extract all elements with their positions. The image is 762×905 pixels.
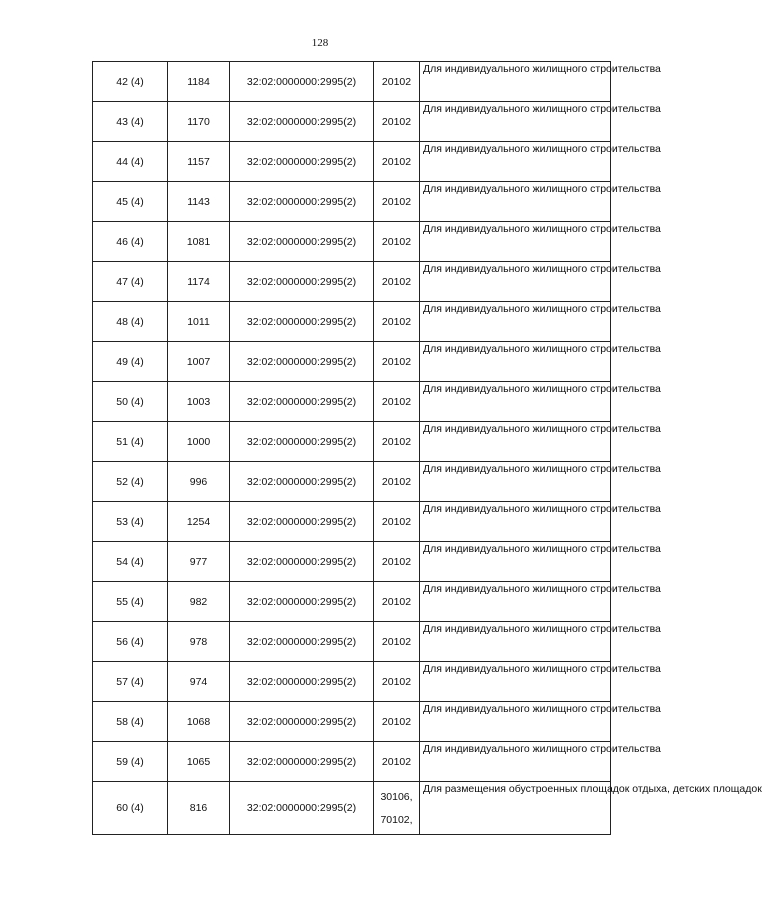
table-row: [93, 742, 611, 782]
area-cell: 982: [168, 582, 230, 622]
table-row: [93, 502, 611, 542]
table-row: [93, 382, 611, 422]
cadastral-number-cell: 32:02:0000000:2995(2): [230, 382, 374, 422]
area-cell: 978: [168, 622, 230, 662]
table-row: [93, 702, 611, 742]
use-code-cell: [374, 662, 420, 702]
plot-number-cell: 46 (4): [93, 222, 168, 262]
permitted-use-cell: Для индивидуального жилищного строительства: [420, 222, 611, 262]
table-row: [93, 542, 611, 582]
plot-number-cell: 55 (4): [93, 582, 168, 622]
plot-number-cell: 60 (4): [93, 782, 168, 835]
area-cell: 977: [168, 542, 230, 582]
cadastral-number-cell: 32:02:0000000:2995(2): [230, 342, 374, 382]
permitted-use-cell: Для индивидуального жилищного строительства: [420, 462, 611, 502]
table-row: [93, 782, 611, 835]
area-cell: 1157: [168, 142, 230, 182]
use-code-cell: [374, 342, 420, 382]
cadastral-number-cell: 32:02:0000000:2995(2): [230, 742, 374, 782]
use-code: 20102: [381, 755, 412, 768]
cadastral-number-cell: 32:02:0000000:2995(2): [230, 302, 374, 342]
cadastral-number-cell: 32:02:0000000:2995(2): [230, 262, 374, 302]
use-code-cell: [374, 302, 420, 342]
table-row: [93, 62, 611, 102]
permitted-use-cell: Для индивидуального жилищного строительства: [420, 542, 611, 582]
cadastral-number-cell: 32:02:0000000:2995(2): [230, 102, 374, 142]
use-code-cell: [374, 782, 420, 835]
area-cell: 1174: [168, 262, 230, 302]
use-code: 20102: [381, 235, 412, 248]
cadastral-number-cell: 32:02:0000000:2995(2): [230, 662, 374, 702]
use-code-cell: [374, 262, 420, 302]
table-row: [93, 102, 611, 142]
area-cell: 1011: [168, 302, 230, 342]
use-code-cell: [374, 462, 420, 502]
permitted-use-cell: Для размещения обустроенных площадок отдыха, детских площадок: [420, 782, 611, 835]
table-row: [93, 182, 611, 222]
use-code: 20102: [381, 395, 412, 408]
table-row: [93, 582, 611, 622]
use-code: 20102: [381, 275, 412, 288]
cadastral-number-cell: 32:02:0000000:2995(2): [230, 782, 374, 835]
plot-number-cell: 49 (4): [93, 342, 168, 382]
use-code: 20102: [381, 595, 412, 608]
cadastral-number-cell: 32:02:0000000:2995(2): [230, 422, 374, 462]
use-code-cell: [374, 742, 420, 782]
plot-number-cell: 57 (4): [93, 662, 168, 702]
permitted-use-cell: Для индивидуального жилищного строительства: [420, 142, 611, 182]
area-cell: 1000: [168, 422, 230, 462]
area-cell: 1007: [168, 342, 230, 382]
use-code: 20102: [381, 515, 412, 528]
permitted-use-cell: Для индивидуального жилищного строительства: [420, 702, 611, 742]
plot-number-cell: 53 (4): [93, 502, 168, 542]
cadastral-number-cell: 32:02:0000000:2995(2): [230, 182, 374, 222]
plot-number-cell: 59 (4): [93, 742, 168, 782]
use-code-cell: [374, 382, 420, 422]
plot-number-cell: 51 (4): [93, 422, 168, 462]
use-code-cell: [374, 702, 420, 742]
use-code: 30106,: [380, 790, 413, 803]
plot-number-cell: 52 (4): [93, 462, 168, 502]
use-code-cell: [374, 542, 420, 582]
plot-number-cell: 42 (4): [93, 62, 168, 102]
use-code-cell: [374, 182, 420, 222]
use-code-cell: [374, 102, 420, 142]
permitted-use-cell: Для индивидуального жилищного строительства: [420, 502, 611, 542]
cadastral-number-cell: 32:02:0000000:2995(2): [230, 222, 374, 262]
plot-number-cell: 45 (4): [93, 182, 168, 222]
table-row: [93, 662, 611, 702]
plot-number-cell: 48 (4): [93, 302, 168, 342]
table-row: [93, 222, 611, 262]
use-code: 20102: [381, 555, 412, 568]
use-code: 20102: [381, 435, 412, 448]
use-code-cell: [374, 62, 420, 102]
plot-number-cell: 54 (4): [93, 542, 168, 582]
use-code-cell: [374, 582, 420, 622]
use-code: 20102: [381, 315, 412, 328]
area-cell: 1170: [168, 102, 230, 142]
plot-number-cell: 50 (4): [93, 382, 168, 422]
use-code: 20102: [381, 635, 412, 648]
table-row: [93, 142, 611, 182]
permitted-use-cell: Для индивидуального жилищного строительства: [420, 382, 611, 422]
permitted-use-cell: Для индивидуального жилищного строительства: [420, 182, 611, 222]
plot-number-cell: 43 (4): [93, 102, 168, 142]
permitted-use-cell: Для индивидуального жилищного строительства: [420, 302, 611, 342]
code-spacer: [377, 804, 416, 813]
table-row: [93, 302, 611, 342]
use-code: 20102: [381, 475, 412, 488]
permitted-use-cell: Для индивидуального жилищного строительства: [420, 62, 611, 102]
table-row: [93, 262, 611, 302]
cadastral-number-cell: 32:02:0000000:2995(2): [230, 462, 374, 502]
use-code-cell: [374, 142, 420, 182]
use-code: 20102: [381, 115, 412, 128]
table-body: [93, 62, 762, 835]
plot-number-cell: 58 (4): [93, 702, 168, 742]
table-row: [93, 462, 611, 502]
use-code: 20102: [381, 355, 412, 368]
use-code: 20102: [381, 75, 412, 88]
area-cell: 1184: [168, 62, 230, 102]
permitted-use-cell: Для индивидуального жилищного строительства: [420, 422, 611, 462]
area-cell: 1003: [168, 382, 230, 422]
cadastral-number-cell: 32:02:0000000:2995(2): [230, 702, 374, 742]
cadastral-number-cell: 32:02:0000000:2995(2): [230, 502, 374, 542]
cadastral-number-cell: 32:02:0000000:2995(2): [230, 582, 374, 622]
table-row: [93, 622, 611, 662]
permitted-use-cell: Для индивидуального жилищного строительства: [420, 662, 611, 702]
area-cell: 1254: [168, 502, 230, 542]
use-code-cell: [374, 222, 420, 262]
area-cell: 1081: [168, 222, 230, 262]
cadastral-number-cell: 32:02:0000000:2995(2): [230, 142, 374, 182]
area-cell: 816: [168, 782, 230, 835]
use-code: 70102,: [380, 813, 413, 826]
cadastral-number-cell: 32:02:0000000:2995(2): [230, 62, 374, 102]
use-code: 20102: [381, 675, 412, 688]
cadastral-number-cell: 32:02:0000000:2995(2): [230, 622, 374, 662]
permitted-use-cell: Для индивидуального жилищного строительства: [420, 582, 611, 622]
use-code: 20102: [381, 195, 412, 208]
table-row: [93, 422, 611, 462]
area-cell: 1143: [168, 182, 230, 222]
permitted-use-cell: Для индивидуального жилищного строительства: [420, 102, 611, 142]
area-cell: 996: [168, 462, 230, 502]
permitted-use-cell: Для индивидуального жилищного строительства: [420, 622, 611, 662]
area-cell: 1068: [168, 702, 230, 742]
area-cell: 974: [168, 662, 230, 702]
plot-number-cell: 47 (4): [93, 262, 168, 302]
permitted-use-cell: Для индивидуального жилищного строительства: [420, 262, 611, 302]
use-code-cell: [374, 422, 420, 462]
plot-number-cell: 44 (4): [93, 142, 168, 182]
area-cell: 1065: [168, 742, 230, 782]
use-code: 20102: [381, 715, 412, 728]
table-row: [93, 342, 611, 382]
permitted-use-cell: Для индивидуального жилищного строительства: [420, 342, 611, 382]
cadastral-number-cell: 32:02:0000000:2995(2): [230, 542, 374, 582]
permitted-use-cell: Для индивидуального жилищного строительства: [420, 742, 611, 782]
use-code-cell: [374, 622, 420, 662]
use-code-cell: [374, 502, 420, 542]
page-number: 128: [311, 37, 329, 49]
land-plots-table: [92, 61, 762, 835]
use-code: 20102: [381, 155, 412, 168]
plot-number-cell: 56 (4): [93, 622, 168, 662]
